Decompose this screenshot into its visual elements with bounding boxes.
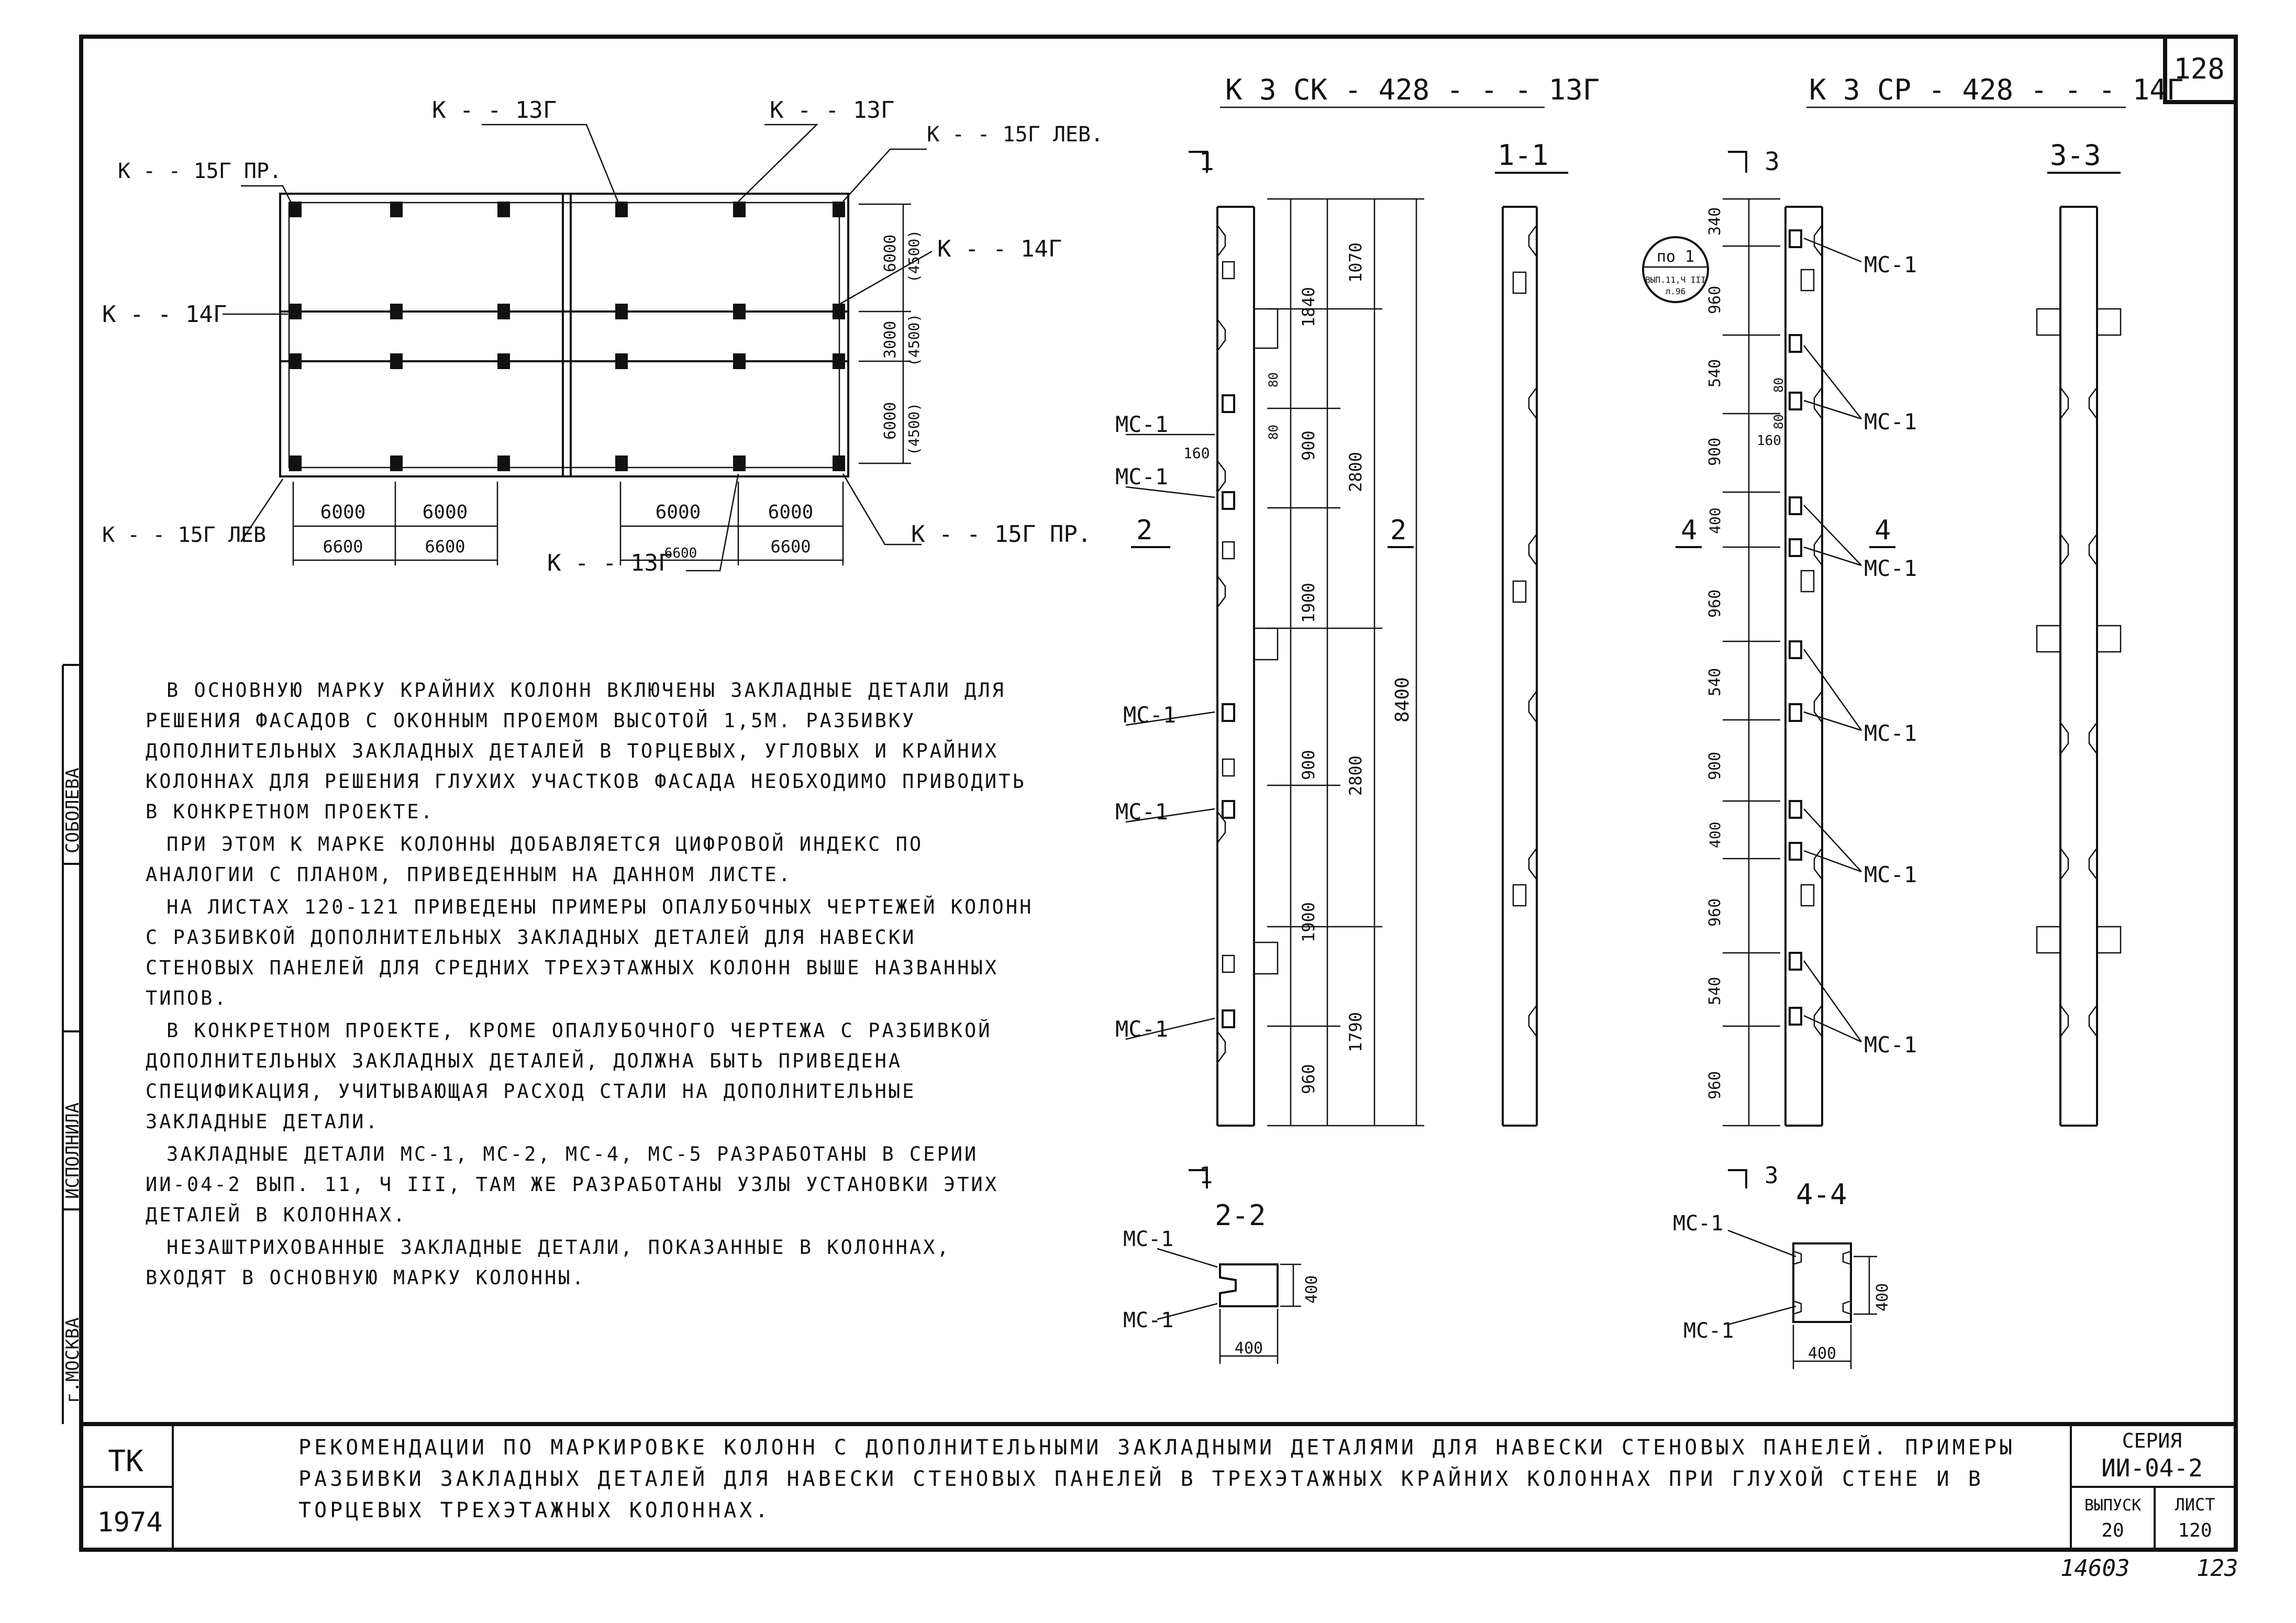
plan-label-k14-left: К - - 14Г (102, 301, 227, 328)
section44-dim-h: 400 (1873, 1283, 1892, 1311)
column2-dim-6: 960 (1706, 589, 1724, 618)
column1-dim-900b: 900 (1299, 750, 1318, 780)
plan-label-k13-top-left: К - - 13Г (432, 97, 557, 124)
page-right-label: 123 (2197, 1555, 2238, 1582)
column2-side-mark-right: 4 (1874, 515, 1891, 546)
column1-dim-80a: 80 (1266, 372, 1281, 387)
column2-dim-11: 540 (1706, 976, 1724, 1005)
side-stamp-performer: ИСПОЛНИЛА (62, 1102, 83, 1199)
column2-dim-7: 540 (1706, 668, 1724, 696)
column1-dim-900a: 900 (1299, 430, 1318, 461)
note-paragraph: НА ЛИСТАХ 120-121 ПРИВЕДЕНЫ ПРИМЕРЫ ОПАЛУБОЧНЫХ ЧЕРТЕЖЕЙ КОЛОНН С РАЗБИВКОЙ ДОПОЛНИТЕЛЬНЫХ ЗАКЛАДНЫХ ДЕТАЛЕЙ ДЛЯ НАВЕСКИ СТЕНОВЫХ ПАНЕЛЕЙ ДЛЯ СРЕДНИХ ТРЕХЭТАЖНЫХ КОЛОНН ВЫШЕ НАЗВАННЫХ ТИПОВ. (146, 896, 1034, 1009)
section44-dim-w: 400 (1807, 1344, 1837, 1363)
column1-dim-1070: 1070 (1346, 242, 1366, 283)
column2-dim-5: 400 (1706, 507, 1724, 534)
section44-label: 4-4 (1796, 1178, 1847, 1211)
note-paragraph: ПРИ ЭТОМ К МАРКЕ КОЛОННЫ ДОБАВЛЯЕТСЯ ЦИФРОВОЙ ИНДЕКС ПО АНАЛОГИИ С ПЛАНОМ, ПРИВЕДЕННЫМ НА ДАННОМ ЛИСТЕ. (146, 833, 924, 886)
column1-mc-5: МС-1 (1115, 1016, 1169, 1042)
plan-label-k14-right: К - - 14Г (937, 236, 1062, 262)
column2-mc-2: МС-1 (1864, 409, 1917, 435)
column2-mc-5: МС-1 (1864, 862, 1917, 887)
column1-mark-top: 1 (1199, 147, 1214, 176)
section22-label: 2-2 (1215, 1199, 1266, 1232)
column2-mark-bottom: 3 (1765, 1162, 1779, 1189)
plan-dim-right-1: 6000 (881, 234, 900, 272)
column2-dim-9: 400 (1706, 821, 1724, 848)
column2-circle-ref-bottom: л.96 (1665, 286, 1686, 296)
column2-dim-3: 540 (1706, 359, 1724, 387)
plan-label-k15pr-bottom: К - - 15Г ПР. (911, 521, 1092, 548)
column1-dim-1900a: 1900 (1299, 582, 1318, 623)
plan-dim-bottom-2: 6600 (425, 537, 465, 557)
column2-circle-ref-top: по 1 (1656, 248, 1695, 266)
column2-circle-ref-mid: ВЫП.11,Ч III (1645, 275, 1706, 285)
plan-label-k15lev-top: К - - 15Г ЛЕВ. (927, 123, 1104, 147)
column1-dim-160: 160 (1183, 444, 1210, 462)
notes-block (146, 675, 1036, 1295)
plan-dim-top-3: 6000 (655, 502, 701, 523)
section22-dim-h: 400 (1303, 1275, 1321, 1304)
plan-dim-right-6: (4500) (905, 402, 923, 455)
column2-dim-12: 960 (1706, 1071, 1724, 1099)
section44-mc-bottom: МС-1 (1683, 1319, 1734, 1343)
column1-dim-2800b: 2800 (1346, 755, 1366, 796)
column1-mc-1: МС-1 (1115, 412, 1169, 437)
column1-dim-2800a: 2800 (1346, 451, 1366, 492)
section22-mc-bottom: МС-1 (1123, 1308, 1174, 1332)
plan-dim-top-4: 6000 (768, 502, 814, 523)
column1-dim-8400: 8400 (1392, 677, 1413, 722)
stamp-sheet-value: 120 (2178, 1520, 2212, 1541)
side-stamp-city: г.МОСКВА (62, 1317, 83, 1403)
column1-side-mark-left: 2 (1136, 515, 1153, 546)
sheet-number: 128 (2173, 52, 2225, 85)
column1-mc-3: МС-1 (1123, 702, 1177, 728)
column2-dim-1: 340 (1706, 207, 1724, 236)
plan-dim-right-5: 6000 (881, 402, 900, 440)
column1-dim-80b: 80 (1266, 425, 1281, 440)
plan-label-k13-bottom: К - - 13Г (547, 550, 672, 576)
column1-section-label: 1-1 (1498, 139, 1549, 172)
column2-mc-1: МС-1 (1864, 252, 1917, 277)
note-paragraph: В ОСНОВНУЮ МАРКУ КРАЙНИХ КОЛОНН ВКЛЮЧЕНЫ ЗАКЛАДНЫЕ ДЕТАЛИ ДЛЯ РЕШЕНИЯ ФАСАДОВ С ОКОННЫМ ПРОЕМОМ ВЫСОТОЙ 1,5М. РАЗБИВКУ ДОПОЛНИТЕЛЬНЫХ ЗАКЛАДНЫХ ДЕТАЛЕЙ В ТОРЦЕВЫХ, УГЛОВЫХ И КРАЙНИХ КОЛОННАХ ДЛЯ РЕШЕНИЯ ГЛУХИХ УЧАСТКОВ ФАСАДА НЕОБХОДИМО ПРИВОДИТЬ В КОНКРЕТНОМ ПРОЕКТЕ. (146, 679, 1026, 823)
column2-side-mark-left: 4 (1681, 515, 1698, 546)
stamp-year: 1974 (97, 1507, 163, 1538)
column1-dim-960: 960 (1299, 1064, 1318, 1094)
column2-dim-80a: 80 (1771, 377, 1786, 393)
column2-dim-8: 900 (1706, 751, 1724, 780)
plan-dim-bottom-3: 6600 (664, 546, 697, 561)
plan-label-k15lev-bottom: К - - 15Г ЛЕВ (102, 523, 267, 547)
stamp-org: ТК (108, 1444, 143, 1479)
plan-columns (289, 202, 845, 471)
section22-dim-w: 400 (1234, 1339, 1263, 1358)
section22-mc-top: МС-1 (1123, 1227, 1174, 1251)
side-stamp-name: СОБОЛЕВА (62, 768, 83, 853)
note-paragraph: ЗАКЛАДНЫЕ ДЕТАЛИ МС-1, МС-2, МС-4, МС-5 РАЗРАБОТАНЫ В СЕРИИ ИИ-04-2 ВЫП. 11, Ч III, ТАМ ЖЕ РАЗРАБОТАНЫ УЗЛЫ УСТАНОВКИ ЭТИХ ДЕТАЛЕЙ В КОЛОННАХ. (146, 1143, 999, 1226)
column1-dim-1840: 1840 (1299, 286, 1318, 327)
stamp-issue-label: ВЫПУСК (2084, 1496, 2142, 1515)
column1-mc-4: МС-1 (1115, 799, 1169, 825)
plan-label-k13-top-right: К - - 13Г (770, 97, 895, 124)
column2-section-label: 3-3 (2050, 139, 2101, 172)
column1-dim-1790: 1790 (1346, 1011, 1366, 1052)
column2-dim-80b: 80 (1771, 414, 1786, 429)
plan-label-k15pr-top: К - - 15Г ПР. (118, 159, 282, 183)
section-2-2 (1157, 1249, 1301, 1364)
column2-dim-2: 960 (1706, 285, 1724, 314)
column2-title: К З СР - 428 - - - 14Г (1809, 73, 2184, 106)
note-paragraph: В КОНКРЕТНОМ ПРОЕКТЕ, КРОМЕ ОПАЛУБОЧНОГО ЧЕРТЕЖА С РАЗБИВКОЙ ДОПОЛНИТЕЛЬНЫХ ЗАКЛАДНЫХ ДЕТАЛЕЙ, ДОЛЖНА БЫТЬ ПРИВЕДЕНА СПЕЦИФИКАЦИЯ, УЧИТЫВАЮЩАЯ РАСХОД СТАЛИ НА ДОПОЛНИТЕЛЬНЫЕ ЗАКЛАДНЫЕ ДЕТАЛИ. (146, 1019, 992, 1133)
plan-dim-top-2: 6000 (422, 502, 468, 523)
plan-dim-bottom-1: 6600 (323, 537, 363, 557)
stamp-sheet-label: ЛИСТ (2175, 1495, 2215, 1515)
stamp-issue-value: 20 (2101, 1520, 2124, 1541)
column2-mc-3: МС-1 (1864, 555, 1917, 581)
column2-dim-4: 900 (1706, 437, 1724, 466)
column2-dim-160: 160 (1757, 433, 1781, 449)
column2-mc-6: МС-1 (1864, 1032, 1917, 1058)
column1-dim-1900b: 1900 (1299, 902, 1318, 942)
stamp-series-value: ИИ-04-2 (2101, 1454, 2203, 1482)
plan-dim-right-2: (4500) (905, 229, 923, 283)
column1-title: К З СК - 428 - - - 13Г (1225, 73, 1600, 106)
section-4-4 (1728, 1230, 1877, 1369)
column2-mark-top: 3 (1765, 147, 1780, 176)
plan-dim-bottom-4: 6600 (770, 537, 811, 557)
plan-dim-right-3: 3000 (881, 320, 900, 359)
stamp-series-label: СЕРИЯ (2122, 1429, 2182, 1452)
column1-side-mark-right: 2 (1390, 515, 1407, 546)
page-left-label: 14603 (2060, 1555, 2130, 1582)
column1-mc-2: МС-1 (1115, 464, 1169, 490)
column1-mark-bottom: 1 (1199, 1162, 1213, 1189)
column2-mc-4: МС-1 (1864, 720, 1917, 746)
section44-mc-top: МС-1 (1673, 1211, 1724, 1236)
plan-dim-top-1: 6000 (320, 502, 366, 523)
stamp-title: РЕКОМЕНДАЦИИ ПО МАРКИРОВКЕ КОЛОНН С ДОПОЛНИТЕЛЬНЫМИ ЗАКЛАДНЫМИ ДЕТАЛЯМИ ДЛЯ НАВЕСКИ СТЕНОВЫХ ПАНЕЛЕЙ. ПРИМЕРЫ РАЗБИВКИ ЗАКЛАДНЫХ ДЕТАЛЕЙ ДЛЯ НАВЕСКИ СТЕНОВЫХ ПАНЕЛЕЙ В ТРЕХЭТАЖНЫХ КРАЙНИХ КОЛОННАХ ПРИ ГЛУХОЙ СТЕНЕ И В ТОРЦЕВЫХ ТРЕХЭТАЖНЫХ КОЛОННАХ. (298, 1436, 2015, 1522)
note-paragraph: НЕЗАШТРИХОВАННЫЕ ЗАКЛАДНЫЕ ДЕТАЛИ, ПОКАЗАННЫЕ В КОЛОННАХ, ВХОДЯТ В ОСНОВНУЮ МАРКУ КОЛОННЫ. (146, 1236, 951, 1289)
plan-dim-right-4: (4500) (905, 313, 923, 366)
column2-dim-10: 960 (1706, 898, 1724, 927)
